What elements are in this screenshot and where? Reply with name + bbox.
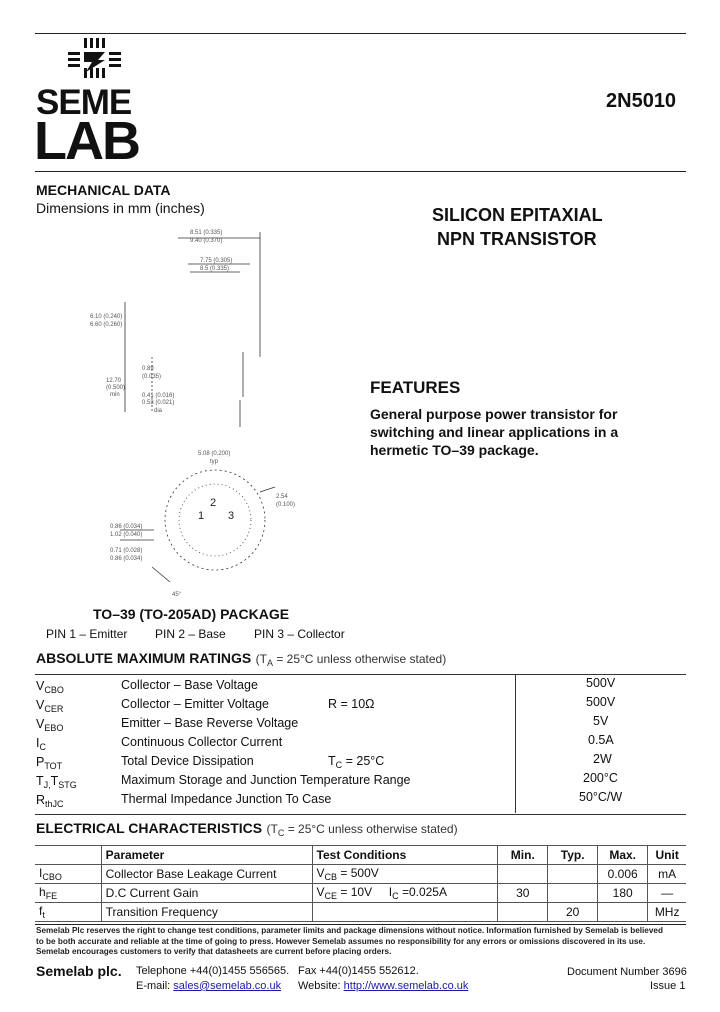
abs-row-sym: $V_{EBO}$ <box>36 717 64 733</box>
abs-row-desc: Collector – Base Voltage <box>121 678 258 692</box>
pin1-desc: PIN 1 – Emitter <box>46 627 128 641</box>
abs-row-value: 5V <box>593 714 609 728</box>
elec-typ <box>548 865 598 884</box>
dim-tab4: 0.86 (0.034) <box>110 556 143 562</box>
email-link[interactable]: sales@semelab.co.uk <box>173 980 282 992</box>
abs-row-desc: Collector – Emitter Voltage <box>121 697 269 711</box>
dim-left1: 6.10 (0.240) <box>90 314 123 320</box>
dim-side1: 2.54 <box>276 494 288 500</box>
dim-tab2: 1.02 (0.040) <box>110 532 143 538</box>
elec-max: 0.006 <box>598 865 648 884</box>
pin3-label: 3 <box>228 510 235 522</box>
elec-sym: $f_t$ <box>35 903 101 922</box>
dim-angle: 45° <box>172 592 182 598</box>
dim-tab1: 0.86 (0.034) <box>110 524 143 530</box>
abs-max-condition: ($T_A = 25^\circ C$ unless otherwise stated) <box>255 652 447 668</box>
semelab-logo-icon <box>62 38 126 88</box>
dim-circle2: typ <box>210 459 219 465</box>
abs-max-heading-line <box>36 650 446 668</box>
logo-line2: LAB <box>34 111 139 171</box>
abs-row-value: 500V <box>586 695 616 709</box>
elec-heading: ELECTRICAL CHARACTERISTICS <box>36 820 263 836</box>
elec-sym: $I_{CBO}$ <box>35 865 101 884</box>
abs-row-cond: R = 10Ω <box>328 697 375 711</box>
features-line1: General purpose power transistor for <box>370 406 618 422</box>
dim-top1: 8.51 (0.335) <box>190 230 223 236</box>
doc-number: Document Number 3696 <box>567 966 687 978</box>
pin1-label: 1 <box>198 510 205 522</box>
part-number: 2N5010 <box>606 90 677 112</box>
dim-side2: (0.100) <box>276 502 296 508</box>
elec-table <box>35 845 686 922</box>
elec-sym: $h_{FE}$ <box>35 884 101 903</box>
elec-min <box>498 903 548 922</box>
package-drawing <box>80 222 320 602</box>
abs-max-divider <box>515 674 516 813</box>
dim-circle1: 5.08 (0.200) <box>198 451 231 457</box>
issue: Issue 1 <box>650 980 686 992</box>
dim-mid1: 7.75 (0.305) <box>200 258 233 264</box>
elec-unit: mA <box>648 865 686 884</box>
elec-typ: 20 <box>548 903 598 922</box>
mechanical-subheading: Dimensions in mm (inches) <box>36 200 205 216</box>
elec-row <box>35 865 686 884</box>
dim-lead2: (0.035) <box>142 374 162 380</box>
dim-height3: min <box>110 392 120 398</box>
abs-row-sym: $V_{CBO}$ <box>36 679 64 695</box>
elec-test <box>312 903 498 922</box>
elec-test: $V_{CB} = 500V$ <box>312 865 498 884</box>
package-name: TO–39 (TO-205AD) PACKAGE <box>93 606 290 622</box>
footer-fax: Fax +44(0)1455 552612. <box>298 965 419 977</box>
dim-wire3: dia <box>154 408 163 414</box>
elec-param: Collector Base Leakage Current <box>101 865 312 884</box>
features-line3: hermetic TO–39 package. <box>370 442 539 458</box>
dim-tab3: 0.71 (0.028) <box>110 548 143 554</box>
elec-min: 30 <box>498 884 548 903</box>
abs-row-sym: $P_{TOT}$ <box>36 755 63 771</box>
elec-header-min: Min. <box>498 846 548 865</box>
dim-wire1: 0.41 (0.016) <box>142 393 175 399</box>
elec-param: Transition Frequency <box>101 903 312 922</box>
elec-test: $V_{CE} = 10V$ $I_C =0.025A$ <box>312 884 498 903</box>
pin2-desc: PIN 2 – Base <box>155 627 226 641</box>
dim-height1: 12.70 <box>106 378 122 384</box>
footer-company: Semelab plc. <box>36 963 122 979</box>
elec-unit: — <box>648 884 686 903</box>
elec-header-unit: Unit <box>648 846 686 865</box>
elec-typ <box>548 884 598 903</box>
elec-header-sym <box>35 846 101 865</box>
top-rule <box>35 33 686 34</box>
abs-row-cond: $T_C = 25^\circ C$ <box>328 754 385 770</box>
elec-max <box>598 903 648 922</box>
abs-row-desc: Emitter – Base Reverse Voltage <box>121 716 299 730</box>
footer-phone: Telephone +44(0)1455 556565. <box>136 965 290 977</box>
abs-row-desc: Maximum Storage and Junction Temperature Range <box>121 773 411 787</box>
header-rule <box>35 171 686 172</box>
elec-header-param: Parameter <box>101 846 312 865</box>
pin3-desc: PIN 3 – Collector <box>254 627 345 641</box>
logo-line1: SEME <box>36 83 132 122</box>
disclaimer-rule <box>35 924 686 925</box>
abs-row-sym: $I_C$ <box>36 736 46 752</box>
dim-wire2: 0.53 (0.021) <box>142 400 175 406</box>
elec-heading-line <box>36 820 458 838</box>
pin2-label: 2 <box>210 497 217 509</box>
dim-lead1: 0.89 <box>142 366 154 372</box>
dim-height2: (0.500) <box>106 385 126 391</box>
dim-top2: 9.40 (0.370) <box>190 238 223 244</box>
title-line1: SILICON EPITAXIAL <box>432 205 603 225</box>
elec-param: D.C Current Gain <box>101 884 312 903</box>
abs-row-sym: $T_{J,}T_{STG}$ <box>36 774 77 790</box>
elec-condition: ($T_C = 25^\circ C$ unless otherwise stated) <box>266 822 458 838</box>
elec-min <box>498 865 548 884</box>
website-link[interactable]: http://www.semelab.co.uk <box>343 980 469 992</box>
elec-row <box>35 903 686 922</box>
abs-row-value: 200°C <box>583 771 618 785</box>
elec-row <box>35 884 686 903</box>
abs-row-desc: Total Device Dissipation <box>121 754 254 768</box>
disclaimer-line1: Semelab Plc reserves the right to change test conditions, parameter limits and package dimensions without notice. Information furnished by Semelab is believed <box>36 926 663 935</box>
title-line2: NPN TRANSISTOR <box>437 229 597 249</box>
elec-header-typ: Typ. <box>548 846 598 865</box>
elec-header-test: Test Conditions <box>312 846 498 865</box>
mechanical-heading: MECHANICAL DATA <box>36 182 171 198</box>
abs-row-value: 50°C/W <box>579 790 623 804</box>
abs-row-desc: Continuous Collector Current <box>121 735 283 749</box>
abs-row-sym: $V_{CER}$ <box>36 698 64 714</box>
elec-unit: MHz <box>648 903 686 922</box>
disclaimer <box>36 926 663 958</box>
dim-mid2: 8.5 (0.335) <box>200 266 230 272</box>
footer-website-line: Website: http://www.semelab.co.uk <box>298 980 469 992</box>
abs-row-value: 0.5A <box>588 733 614 747</box>
abs-max-heading: ABSOLUTE MAXIMUM RATINGS <box>36 650 252 666</box>
elec-max: 180 <box>598 884 648 903</box>
abs-row-value: 2W <box>593 752 612 766</box>
elec-header-row <box>35 846 686 865</box>
features-line2: switching and linear applications in a <box>370 424 619 440</box>
elec-header-max: Max. <box>598 846 648 865</box>
abs-row-value: 500V <box>586 676 616 690</box>
disclaimer-line3: Semelab encourages customers to verify that datasheets are current before placing orders. <box>36 947 392 956</box>
features-heading: FEATURES <box>370 378 461 397</box>
abs-row-desc: Thermal Impedance Junction To Case <box>121 792 332 806</box>
footer-email-line: E-mail: sales@semelab.co.uk <box>136 980 282 992</box>
dim-left2: 6.60 (0.260) <box>90 322 123 328</box>
abs-row-sym: $R_{thJC}$ <box>36 793 64 809</box>
disclaimer-line2: to be both accurate and reliable at the time of going to press. However Semelab assumes no responsibility for any errors or omissions discovered in its use. <box>36 936 646 946</box>
